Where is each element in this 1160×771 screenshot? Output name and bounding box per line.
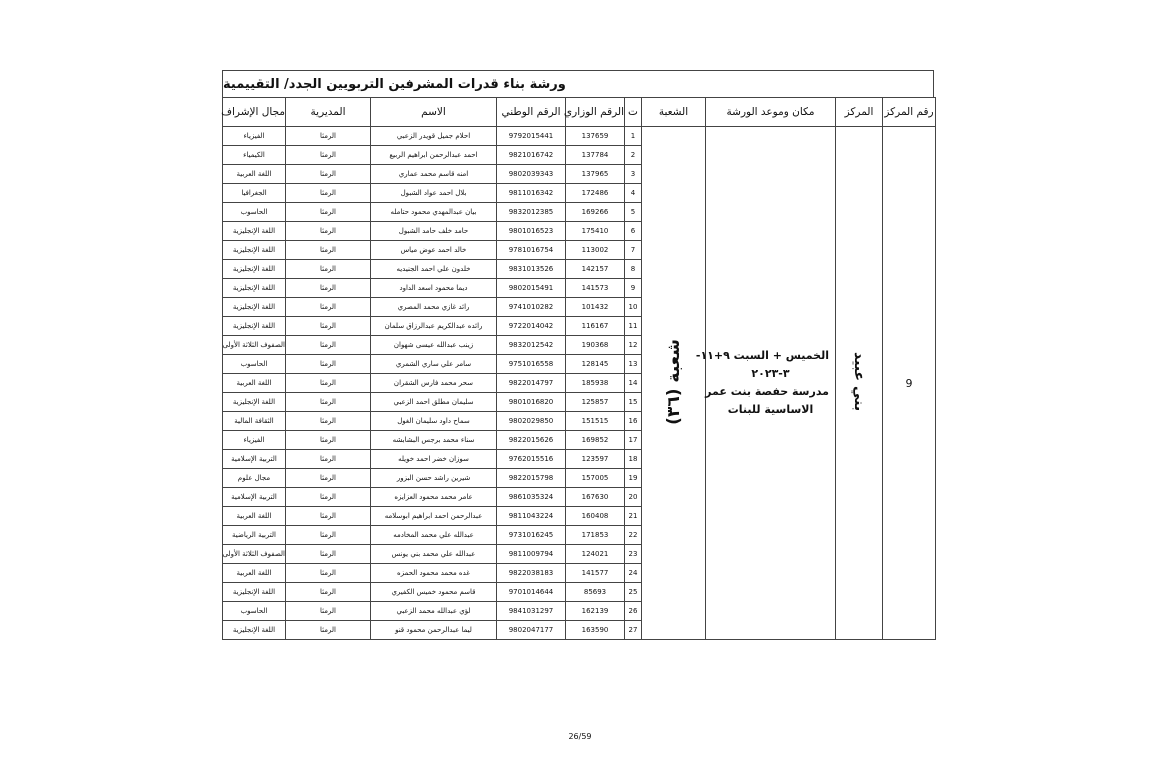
ministry-no-cell: 137965 xyxy=(566,165,625,184)
table-row xyxy=(223,127,936,146)
ministry-no-cell: 157005 xyxy=(566,469,625,488)
national-no-cell: 9801016820 xyxy=(497,393,566,412)
national-no-cell: 9822014797 xyxy=(497,374,566,393)
ministry-no-cell: 175410 xyxy=(566,222,625,241)
directorate-cell: الرمثا xyxy=(286,222,371,241)
directorate-cell: الرمثا xyxy=(286,507,371,526)
seq-cell: 16 xyxy=(625,412,642,431)
header-venue: مكان وموعد الورشة xyxy=(706,98,836,127)
directorate-cell: الرمثا xyxy=(286,564,371,583)
directorate-cell: الرمثا xyxy=(286,602,371,621)
ministry-no-cell: 160408 xyxy=(566,507,625,526)
seq-cell: 14 xyxy=(625,374,642,393)
ministry-no-cell: 113002 xyxy=(566,241,625,260)
directorate-cell: الرمثا xyxy=(286,545,371,564)
branch-cell xyxy=(642,127,706,640)
name-cell: سوزان خضر احمد خويله xyxy=(371,450,497,469)
header-ministry-no: الرقم الوزاري xyxy=(566,98,625,127)
center-no-cell xyxy=(883,127,936,640)
header-branch: الشعبة xyxy=(642,98,706,127)
field-cell: الفيزياء xyxy=(223,127,286,146)
national-no-cell: 9751016558 xyxy=(497,355,566,374)
table-body xyxy=(223,127,936,640)
name-cell: رائد غازي محمد المصري xyxy=(371,298,497,317)
name-cell: احمد عبدالرحمن ابراهيم الربيع xyxy=(371,146,497,165)
name-cell: احلام جميل قويدر الزعبي xyxy=(371,127,497,146)
national-no-cell: 9762015516 xyxy=(497,450,566,469)
national-no-cell: 9841031297 xyxy=(497,602,566,621)
directorate-cell: الرمثا xyxy=(286,317,371,336)
ministry-no-cell: 141573 xyxy=(566,279,625,298)
national-no-cell: 9792015441 xyxy=(497,127,566,146)
name-cell: رائده عبدالكريم عبدالرزاق سلمان xyxy=(371,317,497,336)
field-cell: اللغة الإنجليزية xyxy=(223,260,286,279)
directorate-cell: الرمثا xyxy=(286,374,371,393)
field-cell: الصفوف الثلاثة الأولى xyxy=(223,545,286,564)
name-cell: سحر محمد فارس الشقران xyxy=(371,374,497,393)
name-cell: سماح داود سليمان الغول xyxy=(371,412,497,431)
participants-table xyxy=(222,97,936,640)
ministry-no-cell: 185938 xyxy=(566,374,625,393)
seq-cell: 9 xyxy=(625,279,642,298)
ministry-no-cell: 142157 xyxy=(566,260,625,279)
venue-year: ٣-٢٠٢٣ xyxy=(751,367,790,380)
seq-cell: 2 xyxy=(625,146,642,165)
header-directorate: المديرية xyxy=(286,98,371,127)
seq-cell: 27 xyxy=(625,621,642,640)
ministry-no-cell: 85693 xyxy=(566,583,625,602)
seq-cell: 8 xyxy=(625,260,642,279)
directorate-cell: الرمثا xyxy=(286,355,371,374)
directorate-cell: الرمثا xyxy=(286,184,371,203)
directorate-cell: الرمثا xyxy=(286,526,371,545)
field-cell: الحاسوب xyxy=(223,203,286,222)
national-no-cell: 9801016523 xyxy=(497,222,566,241)
directorate-cell: الرمثا xyxy=(286,298,371,317)
page-number: 26/59 xyxy=(568,732,592,741)
ministry-no-cell: 171853 xyxy=(566,526,625,545)
seq-cell: 3 xyxy=(625,165,642,184)
directorate-cell: الرمثا xyxy=(286,203,371,222)
name-cell: غده محمد محمود الحمزه xyxy=(371,564,497,583)
field-cell: الكيمياء xyxy=(223,146,286,165)
national-no-cell: 9811016342 xyxy=(497,184,566,203)
ministry-no-cell: 190368 xyxy=(566,336,625,355)
directorate-cell: الرمثا xyxy=(286,431,371,450)
national-no-cell: 9822038183 xyxy=(497,564,566,583)
ministry-no-cell: 151515 xyxy=(566,412,625,431)
seq-cell: 24 xyxy=(625,564,642,583)
seq-cell: 15 xyxy=(625,393,642,412)
directorate-cell: الرمثا xyxy=(286,469,371,488)
national-no-cell: 9701014644 xyxy=(497,583,566,602)
header-center: المركز xyxy=(836,98,883,127)
national-no-cell: 9741010282 xyxy=(497,298,566,317)
national-no-cell: 9822015798 xyxy=(497,469,566,488)
directorate-cell: الرمثا xyxy=(286,412,371,431)
national-no-cell: 9831013526 xyxy=(497,260,566,279)
field-cell: اللغة الإنجليزية xyxy=(223,393,286,412)
field-cell: اللغة الإنجليزية xyxy=(223,317,286,336)
header-seq: ت xyxy=(625,98,642,127)
name-cell: بلال احمد عواد الشبول xyxy=(371,184,497,203)
field-cell: اللغة العربية xyxy=(223,374,286,393)
national-no-cell: 9832012385 xyxy=(497,203,566,222)
name-cell: خلدون علي احمد الجنيديه xyxy=(371,260,497,279)
ministry-no-cell: 169266 xyxy=(566,203,625,222)
name-cell: خالد احمد عوض مياس xyxy=(371,241,497,260)
ministry-no-cell: 123597 xyxy=(566,450,625,469)
ministry-no-cell: 141577 xyxy=(566,564,625,583)
participants-sheet xyxy=(222,70,936,638)
field-cell: اللغة الإنجليزية xyxy=(223,222,286,241)
national-no-cell: 9821016742 xyxy=(497,146,566,165)
field-cell: اللغة الإنجليزية xyxy=(223,583,286,602)
ministry-no-cell: 124021 xyxy=(566,545,625,564)
seq-cell: 19 xyxy=(625,469,642,488)
name-cell: حامد خلف حامد الشبول xyxy=(371,222,497,241)
name-cell: سليمان مطلق احمد الزعبي xyxy=(371,393,497,412)
seq-cell: 1 xyxy=(625,127,642,146)
field-cell: التربية الرياضية xyxy=(223,526,286,545)
document-title: ورشة بناء قدرات المشرفين التربويين الجدد/ التقييمية xyxy=(222,70,934,97)
field-cell: اللغة العربية xyxy=(223,564,286,583)
venue-dates: الخميس + السبت ٩+١١- xyxy=(695,349,829,362)
field-cell: اللغة الإنجليزية xyxy=(223,241,286,260)
directorate-cell: الرمثا xyxy=(286,488,371,507)
ministry-no-cell: 116167 xyxy=(566,317,625,336)
directorate-cell: الرمثا xyxy=(286,146,371,165)
seq-cell: 25 xyxy=(625,583,642,602)
seq-cell: 26 xyxy=(625,602,642,621)
directorate-cell: الرمثا xyxy=(286,165,371,184)
seq-cell: 23 xyxy=(625,545,642,564)
national-no-cell: 9802047177 xyxy=(497,621,566,640)
seq-cell: 4 xyxy=(625,184,642,203)
name-cell: عامر محمد محمود العزايزه xyxy=(371,488,497,507)
directorate-cell: الرمثا xyxy=(286,260,371,279)
national-no-cell: 9722014042 xyxy=(497,317,566,336)
field-cell: مجال علوم xyxy=(223,469,286,488)
seq-cell: 6 xyxy=(625,222,642,241)
field-cell: اللغة العربية xyxy=(223,165,286,184)
venue-cell xyxy=(695,127,836,640)
field-cell: الصفوف الثلاثة الأولى xyxy=(223,336,286,355)
directorate-cell: الرمثا xyxy=(286,583,371,602)
center-cell xyxy=(836,127,883,640)
seq-cell: 10 xyxy=(625,298,642,317)
ministry-no-cell: 125857 xyxy=(566,393,625,412)
ministry-no-cell: 162139 xyxy=(566,602,625,621)
seq-cell: 5 xyxy=(625,203,642,222)
ministry-no-cell: 137659 xyxy=(566,127,625,146)
directorate-cell: الرمثا xyxy=(286,279,371,298)
seq-cell: 11 xyxy=(625,317,642,336)
name-cell: شيرين راشد حسن البزور xyxy=(371,469,497,488)
field-cell: التربية الإسلامية xyxy=(223,488,286,507)
name-cell: سناء محمد برجس البشابشه xyxy=(371,431,497,450)
name-cell: ليما عبدالرحمن محمود قنو xyxy=(371,621,497,640)
national-no-cell: 9811009794 xyxy=(497,545,566,564)
field-cell: الجغرافيا xyxy=(223,184,286,203)
seq-cell: 22 xyxy=(625,526,642,545)
field-cell: اللغة الإنجليزية xyxy=(223,621,286,640)
seq-cell: 7 xyxy=(625,241,642,260)
name-cell: قاسم محمود خميس الكفيري xyxy=(371,583,497,602)
national-no-cell: 9802039343 xyxy=(497,165,566,184)
ministry-no-cell: 169852 xyxy=(566,431,625,450)
name-cell: بيان عبدالمهدي محمود حتامله xyxy=(371,203,497,222)
header-field: مجال الإشراف xyxy=(223,98,286,127)
ministry-no-cell: 163590 xyxy=(566,621,625,640)
venue-school-type: الاساسية للبنات xyxy=(727,403,814,416)
name-cell: لؤي عبدالله محمد الزعبي xyxy=(371,602,497,621)
branch-label: شعبة (٣٦) xyxy=(663,339,684,425)
national-no-cell: 9861035324 xyxy=(497,488,566,507)
field-cell: التربية الإسلامية xyxy=(223,450,286,469)
seq-cell: 13 xyxy=(625,355,642,374)
name-cell: امنه قاسم محمد عماري xyxy=(371,165,497,184)
directorate-cell: الرمثا xyxy=(286,127,371,146)
ministry-no-cell: 128145 xyxy=(566,355,625,374)
seq-cell: 17 xyxy=(625,431,642,450)
directorate-cell: الرمثا xyxy=(286,621,371,640)
center-name: بني عبيد xyxy=(851,352,867,412)
directorate-cell: الرمثا xyxy=(286,450,371,469)
field-cell: الحاسوب xyxy=(223,355,286,374)
header-center-no: رقم المركز xyxy=(883,98,936,127)
field-cell: الفيزياء xyxy=(223,431,286,450)
name-cell: عبدالله علي محمد بني يونس xyxy=(371,545,497,564)
name-cell: عبدالرحمن احمد ابراهيم ابوسلامه xyxy=(371,507,497,526)
seq-cell: 21 xyxy=(625,507,642,526)
name-cell: سامر علي ساري الشمري xyxy=(371,355,497,374)
field-cell: الثقافة المالية xyxy=(223,412,286,431)
name-cell: زينب عبدالله عيسى شهوان xyxy=(371,336,497,355)
directorate-cell: الرمثا xyxy=(286,241,371,260)
field-cell: اللغة الإنجليزية xyxy=(223,298,286,317)
field-cell: اللغة العربية xyxy=(223,507,286,526)
national-no-cell: 9822015626 xyxy=(497,431,566,450)
national-no-cell: 9781016754 xyxy=(497,241,566,260)
header-name: الاسم xyxy=(371,98,497,127)
seq-cell: 20 xyxy=(625,488,642,507)
venue-school: مدرسة حفصة بنت عمر xyxy=(705,385,829,398)
seq-cell: 12 xyxy=(625,336,642,355)
ministry-no-cell: 137784 xyxy=(566,146,625,165)
national-no-cell: 9802029850 xyxy=(497,412,566,431)
header-row xyxy=(223,98,936,127)
center-number: 9 xyxy=(905,376,913,390)
ministry-no-cell: 172486 xyxy=(566,184,625,203)
national-no-cell: 9811043224 xyxy=(497,507,566,526)
name-cell: ديما محمود اسعد الداود xyxy=(371,279,497,298)
seq-cell: 18 xyxy=(625,450,642,469)
national-no-cell: 9832012542 xyxy=(497,336,566,355)
ministry-no-cell: 101432 xyxy=(566,298,625,317)
national-no-cell: 9731016245 xyxy=(497,526,566,545)
field-cell: الحاسوب xyxy=(223,602,286,621)
national-no-cell: 9802015491 xyxy=(497,279,566,298)
header-national-no: الرقم الوطني xyxy=(497,98,566,127)
field-cell: اللغة الإنجليزية xyxy=(223,279,286,298)
directorate-cell: الرمثا xyxy=(286,393,371,412)
name-cell: عبدالله علي محمد المخادمه xyxy=(371,526,497,545)
ministry-no-cell: 167630 xyxy=(566,488,625,507)
directorate-cell: الرمثا xyxy=(286,336,371,355)
